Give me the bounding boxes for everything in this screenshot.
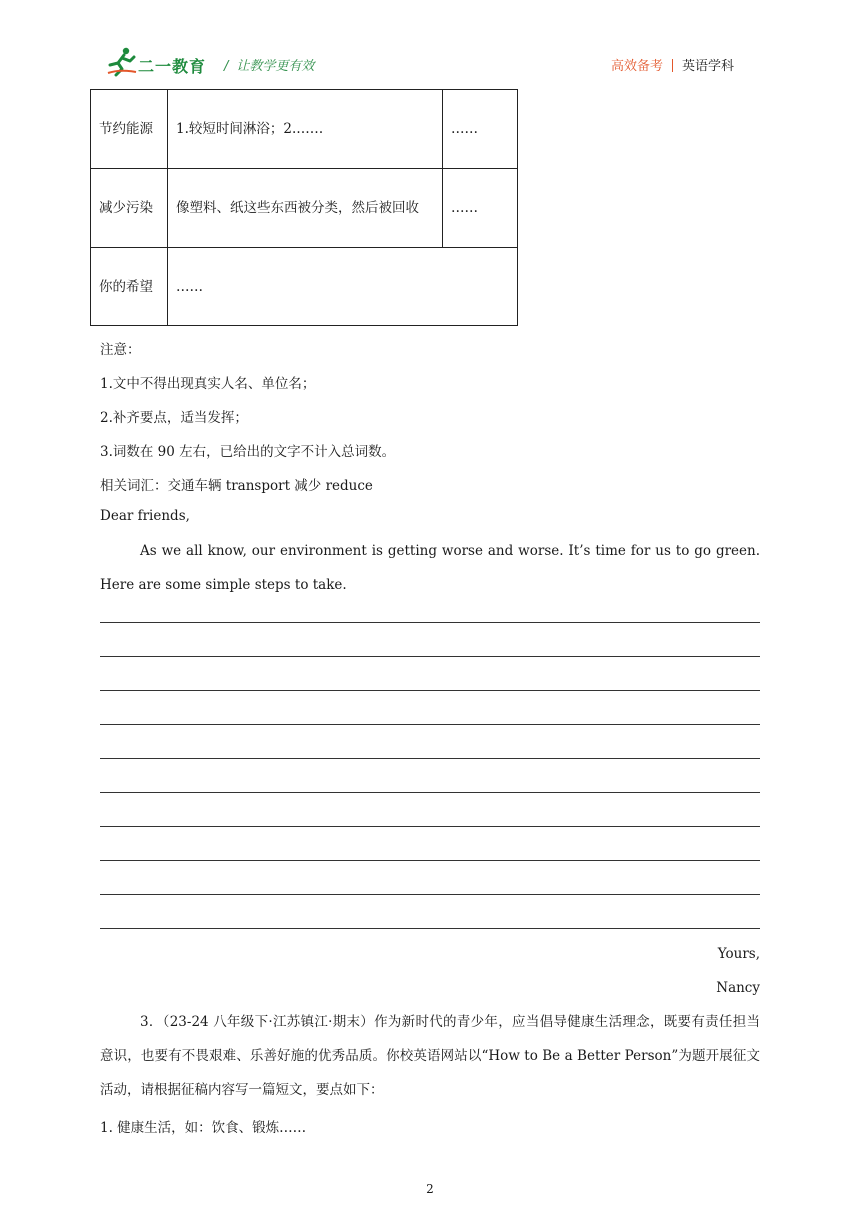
slogan-text: 让教学更有效 — [236, 59, 315, 74]
letter-greeting: Dear friends, — [100, 508, 190, 524]
writing-line[interactable] — [100, 792, 760, 793]
table-cell: …… — [443, 90, 518, 169]
letter-signature: Nancy — [716, 980, 760, 996]
table-row — [91, 169, 518, 248]
writing-line[interactable] — [100, 860, 760, 861]
writing-line[interactable] — [100, 690, 760, 691]
header-tag: 高效备考 — [610, 59, 663, 74]
header-divider — [672, 59, 673, 72]
table-cell: 1.较短时间淋浴；2.…… — [168, 90, 443, 169]
table-row — [91, 248, 518, 326]
table-cell: 减少污染 — [91, 169, 168, 248]
writing-line[interactable] — [100, 622, 760, 623]
logo-text: 二一教育 — [138, 57, 207, 76]
letter-closing: Yours, — [717, 946, 760, 962]
question-3 — [100, 1005, 760, 1107]
outline-table — [90, 89, 518, 326]
slogan — [224, 55, 314, 74]
question-3-point: 1. 健康生活，如：饮食、锻炼…… — [100, 1120, 307, 1136]
table-cell: 节约能源 — [91, 90, 168, 169]
header-subject — [611, 55, 734, 74]
writing-line[interactable] — [100, 826, 760, 827]
page-header — [0, 0, 860, 90]
table-row — [91, 90, 518, 169]
slogan-separator: / — [224, 59, 229, 74]
note-item: 3.词数在 90 左右，已给出的文字不计入总词数。 — [100, 444, 396, 460]
page-number: 2 — [426, 1182, 434, 1196]
writing-line[interactable] — [100, 928, 760, 929]
table-cell: 像塑料、纸这些东西被分类，然后被回收 — [168, 169, 443, 248]
table-cell: …… — [443, 169, 518, 248]
table-cell: 你的希望 — [91, 248, 168, 326]
vocab-line: 相关词汇：交通车辆 transport 减少 reduce — [100, 478, 373, 494]
writing-line[interactable] — [100, 724, 760, 725]
question-3-text: 3．（23-24 八年级下·江苏镇江·期末）作为新时代的青少年，应当倡导健康生活理念，既要有责任担当意识，也要有不畏艰难、乐善好施的优秀品质。你校英语网站以“How to Be a Better Person”为题开展征文活动，请根据征稿内容写一篇短文，要点如下： — [100, 1014, 760, 1098]
writing-line[interactable] — [100, 894, 760, 895]
letter-body-text: As we all know, our environment is getting worse and worse. It’s time for us to go green. Here are some simple steps to take. — [100, 543, 760, 593]
note-item: 1.文中不得出现真实人名、单位名； — [100, 376, 316, 392]
header-subject-label: 英语学科 — [681, 59, 734, 74]
writing-line[interactable] — [100, 758, 760, 759]
notes-title: 注意： — [100, 342, 141, 358]
runner-logo-icon — [106, 45, 138, 77]
note-item: 2.补齐要点，适当发挥； — [100, 410, 248, 426]
writing-line[interactable] — [100, 656, 760, 657]
table-cell: …… — [168, 248, 518, 326]
letter-body — [100, 534, 760, 602]
